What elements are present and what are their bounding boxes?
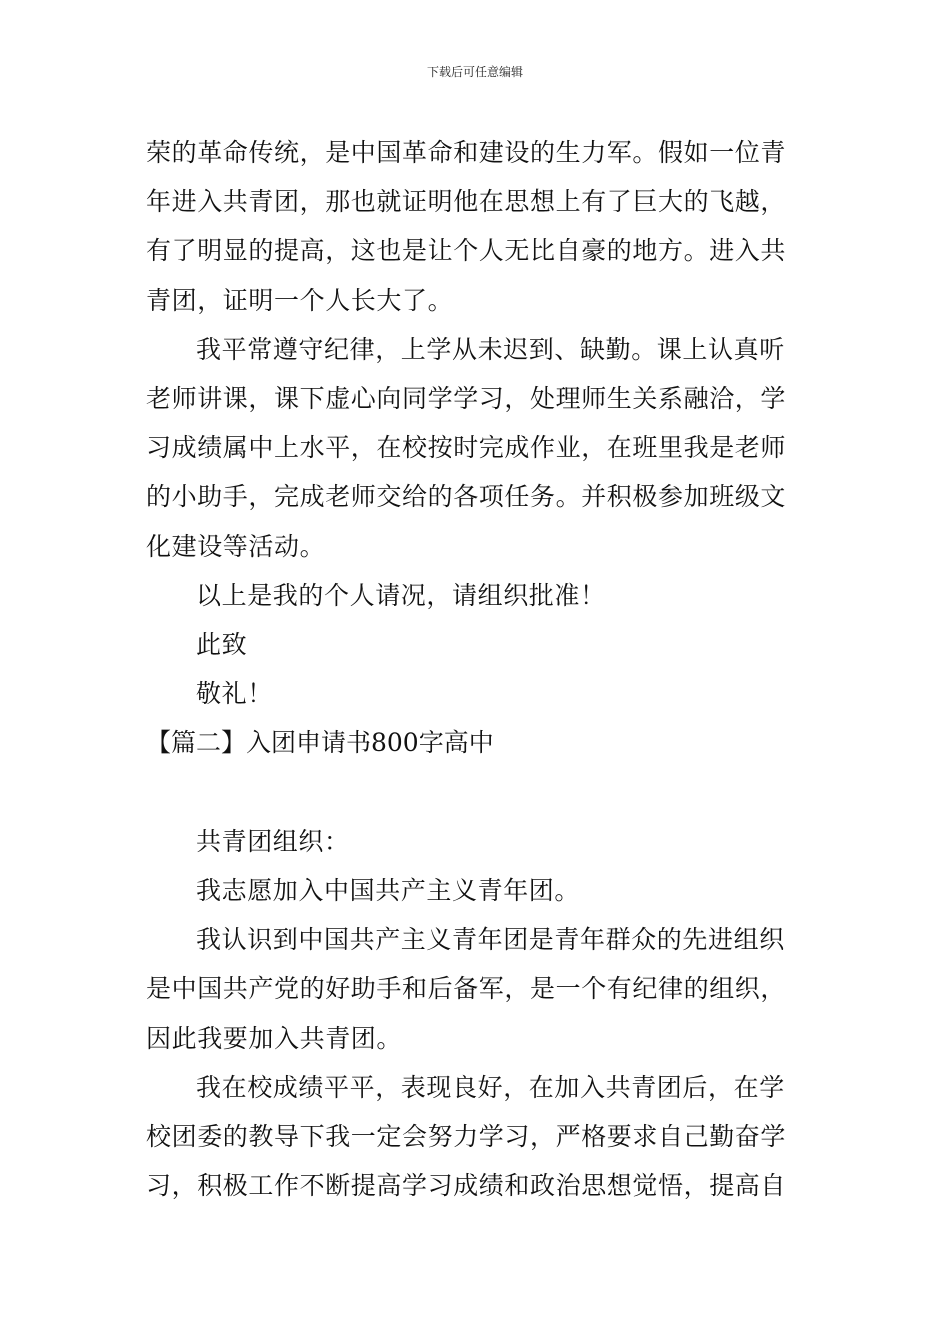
paragraph-start: 我在校成绩平平，表现良好，在加入共青团后，在学 [196,1072,785,1102]
section-heading: 【篇二】入团申请书800字高中 [146,728,494,758]
text-line: 有了明显的提高，这也是让个人无比自豪的地方。进入共 [146,236,787,266]
text-line: 的小助手，完成老师交给的各项任务。并积极参加班级文 [146,482,787,512]
text-line: 校团委的教导下我一定会努力学习，严格要求自己勤奋学 [146,1122,787,1152]
text-line: 因此我要加入共青团。 [146,1023,403,1053]
closing-request: 以上是我的个人请况，请组织批准！ [196,580,606,610]
text-line: 青团，证明一个人长大了。 [146,285,454,315]
paragraph-start: 我志愿加入中国共产主义青年团。 [196,876,581,906]
text-line: 老师讲课，课下虚心向同学学习，处理师生关系融洽，学 [146,384,787,414]
text-line: 化建设等活动。 [146,531,326,561]
paragraph-start: 我认识到中国共产主义青年团是青年群众的先进组织 [196,925,785,955]
text-line: 年进入共青团，那也就证明他在思想上有了巨大的飞越， [146,187,787,217]
text-line: 是中国共产党的好助手和后备军，是一个有纪律的组织， [146,974,787,1004]
blank-line [146,768,812,817]
paragraph-start: 我平常遵守纪律，上学从未迟到、缺勤。课上认真听 [196,334,785,364]
closing-salutation: 此致 [196,630,248,660]
document-body [146,128,812,1210]
addressee: 共青团组织： [196,826,350,856]
text-line: 习成绩属中上水平，在校按时完成作业，在班里我是老师 [146,433,787,463]
text-line: 习，积极工作不断提高学习成绩和政治思想觉悟，提高自 [146,1171,787,1201]
page-header-note: 下载后可任意编辑 [426,65,523,79]
closing-regards: 敬礼！ [196,679,273,709]
text-line: 荣的革命传统，是中国革命和建设的生力军。假如一位青 [146,138,787,167]
